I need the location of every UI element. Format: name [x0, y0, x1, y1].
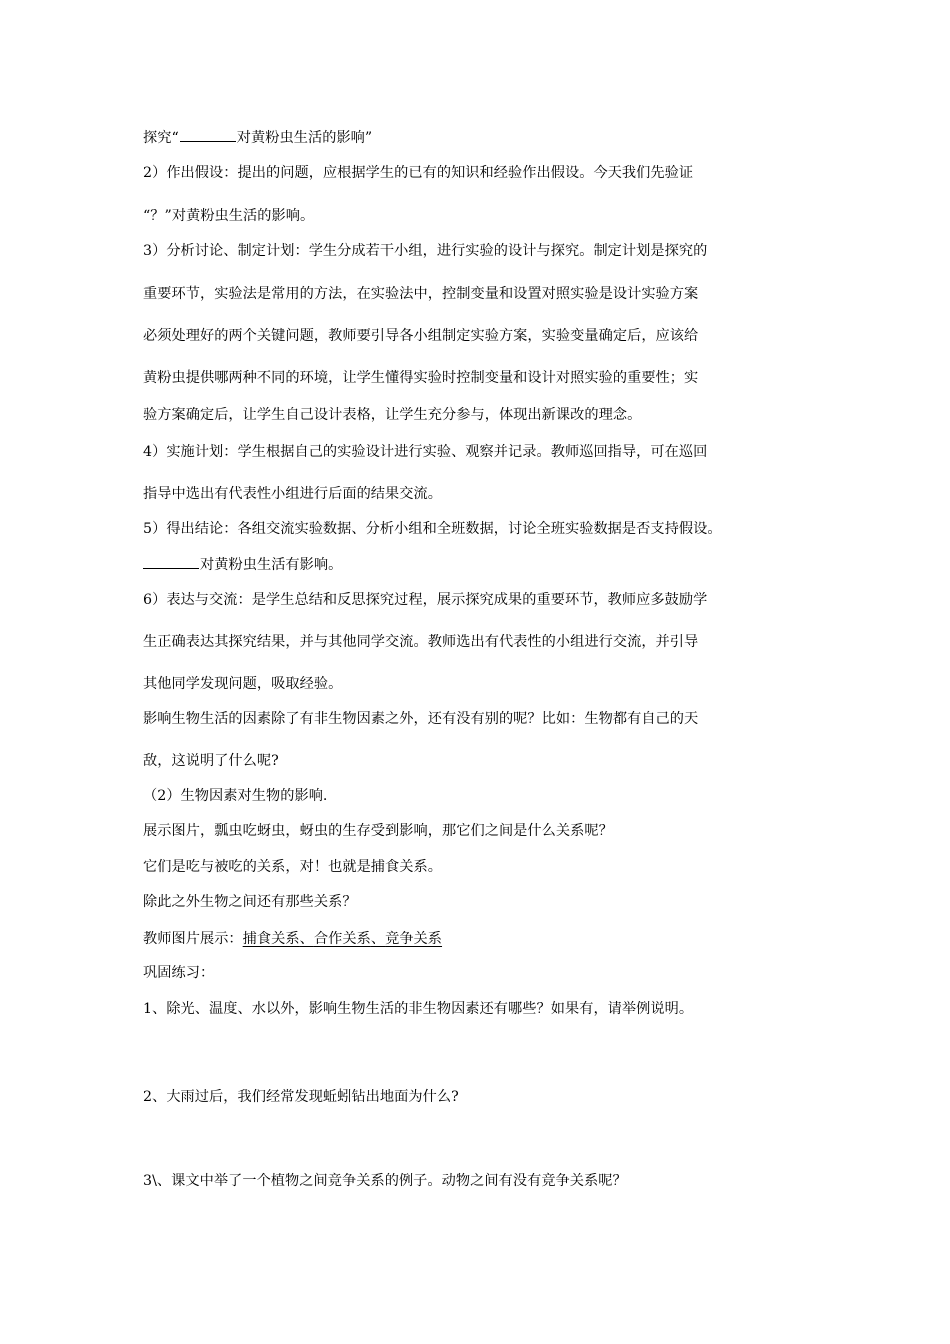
- step-3-line-5: 验方案确定后，让学生自己设计表格，让学生充分参与，体现出新课改的理念。: [143, 407, 642, 423]
- other-relations-question: 除此之外生物之间还有那些关系？: [143, 894, 357, 910]
- factor-question-line-1: 影响生物生活的因素除了有非生物因素之外，还有没有别的呢？比如：生物都有自己的天: [143, 711, 699, 727]
- section-heading-biotic: （2）生物因素对生物的影响.: [143, 788, 328, 804]
- exercise-question-3: 3\、课文中举了一个植物之间竞争关系的例子。动物之间有没有竞争关系呢？: [143, 1173, 627, 1189]
- fill-blank: [180, 127, 236, 142]
- inquiry-title-line: [143, 127, 372, 148]
- exercise-heading: 巩固练习：: [143, 965, 215, 981]
- step-4-line-1: 4）实施计划：学生根据自己的实验设计进行实验、观察并记录。教师巡回指导，可在巡回: [143, 444, 708, 460]
- exercise-question-2: 2、大雨过后，我们经常发现蚯蚓钻出地面为什么?: [143, 1089, 459, 1105]
- step-4-line-2: 指导中选出有代表性小组进行后面的结果交流。: [143, 486, 442, 502]
- step-6-line-2: 生正确表达其探究结果，并与其他同学交流。教师选出有代表性的小组进行交流，并引导: [143, 634, 699, 650]
- step-2-line-2: “？”对黄粉虫生活的影响。: [143, 208, 315, 224]
- predation-answer: 它们是吃与被吃的关系，对！也就是捕食关系。: [143, 859, 442, 875]
- step-2-line-1: 2）作出假设：提出的问题，应根据学生的已有的知识和经验作出假设。今天我们先验证: [143, 165, 694, 181]
- step-5-line-1: 5）得出结论：各组交流实验数据、分析小组和全班数据，讨论全班实验数据是否支持假设。: [143, 521, 722, 537]
- exercise-question-1: 1、除光、温度、水以外，影响生物生活的非生物因素还有哪些？如果有，请举例说明。: [143, 1001, 694, 1017]
- fill-blank: [143, 554, 199, 569]
- step-3-line-4: 黄粉虫提供哪两种不同的环境，让学生懂得实验时控制变量和设计对照实验的重要性；实: [143, 370, 699, 386]
- relations-showcase-line: 教师图片展示：捕食关系、合作关系、竞争关系: [143, 931, 443, 947]
- step-3-line-3: 必须处理好的两个关键问题，教师要引导各小组制定实验方案，实验变量确定后，应该给: [143, 328, 699, 344]
- conclusion-text: 对黄粉虫生活有影响。: [200, 557, 343, 573]
- relation-predation: 捕食关系: [242, 931, 300, 947]
- step-6-line-1: 6）表达与交流：是学生总结和反思探究过程，展示探究成果的重要环节，教师应多鼓励学: [143, 592, 708, 608]
- relation-cooperation: 合作关系: [313, 931, 371, 947]
- factor-question-line-2: 敌，这说明了什么呢?: [143, 753, 279, 769]
- step-3-line-2: 重要环节，实验法是常用的方法，在实验法中，控制变量和设置对照实验是设计实验方案: [143, 286, 699, 302]
- inquiry-title-prefix: 探究“: [143, 130, 179, 146]
- inquiry-title-suffix: 对黄粉虫生活的影响”: [236, 130, 373, 146]
- picture-question: 展示图片，瓢虫吃蚜虫，蚜虫的生存受到影响，那它们之间是什么关系呢？: [143, 823, 613, 839]
- relation-competition: 竞争关系: [385, 931, 443, 947]
- step-3-line-1: 3）分析讨论、制定计划：学生分成若干小组，进行实验的设计与探究。制定计划是探究的: [143, 243, 708, 259]
- relations-prefix: 教师图片展示：: [143, 931, 243, 947]
- step-5-line-2: [143, 554, 342, 575]
- step-6-line-3: 其他同学发现问题，吸取经验。: [143, 676, 343, 692]
